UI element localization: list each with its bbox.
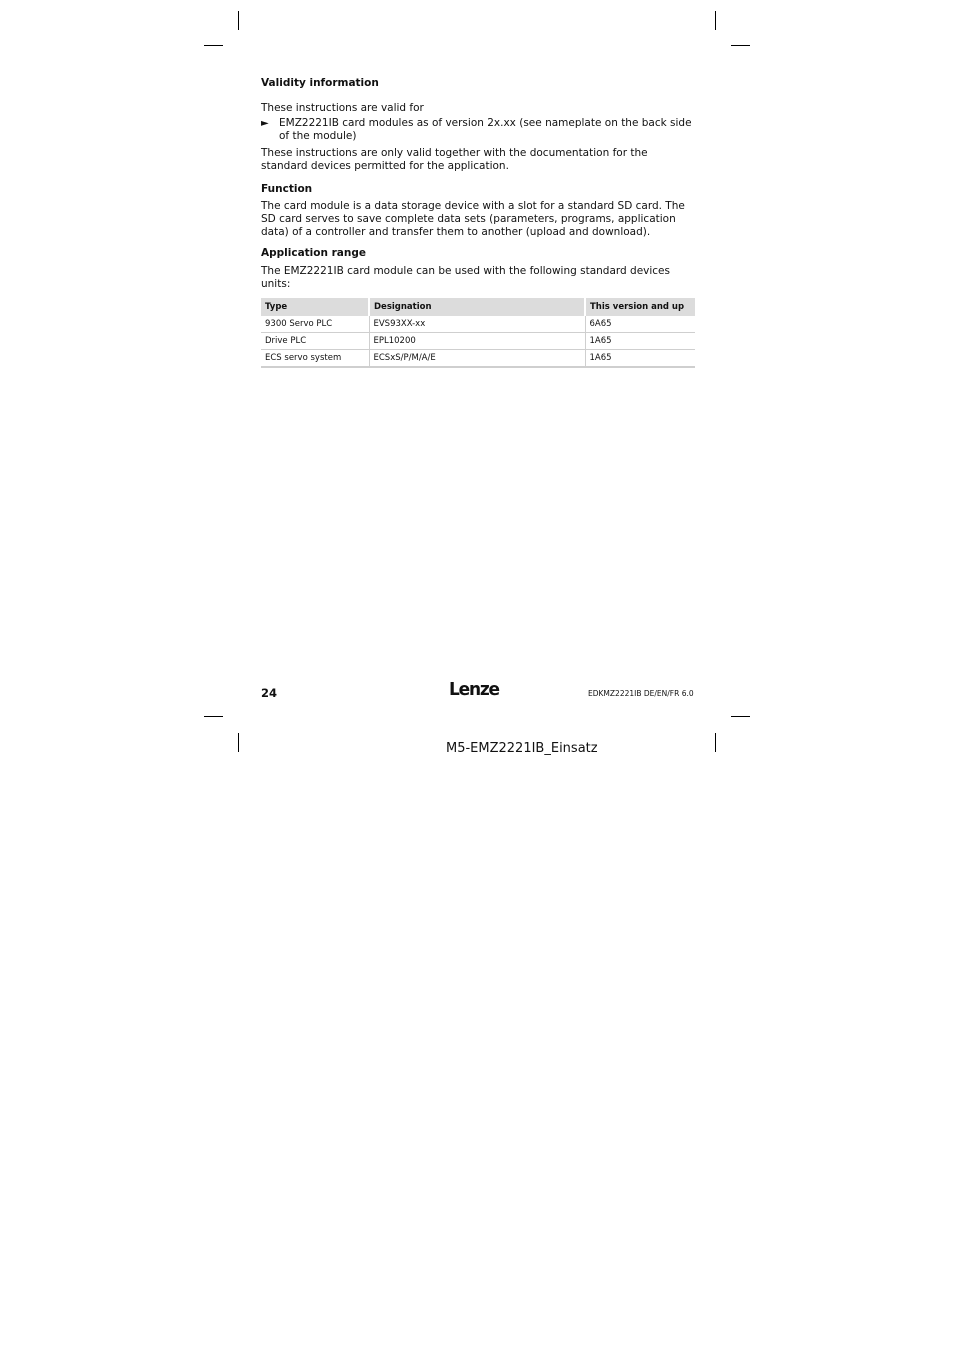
column-header: Designation <box>369 298 585 316</box>
column-header: This version and up <box>585 298 695 316</box>
function-heading: Function <box>261 183 313 195</box>
table-cell: Drive PLC <box>261 333 369 350</box>
table-cell: 1A65 <box>585 350 695 368</box>
table-header-row <box>261 298 695 316</box>
table-row <box>261 333 695 350</box>
list-item-text: EMZ2221IB card modules as of version 2x.xx (see nameplate on the back side of the module) <box>279 117 692 142</box>
crop-mark <box>731 45 750 46</box>
triangle-bullet-icon: ► <box>261 118 269 129</box>
table-cell: ECSxS/P/M/A/E <box>369 350 585 368</box>
function-text: The card module is a data storage device with a slot for a standard SD card. The SD card serves to save complete data sets (parameters, programs, application data) of a controller and transfer them to another (upload and download). <box>261 200 685 238</box>
file-name: M5-EMZ2221IB_Einsatz <box>446 741 598 756</box>
table-cell: 6A65 <box>585 316 695 333</box>
table-cell: 1A65 <box>585 333 695 350</box>
crop-mark <box>715 11 716 30</box>
page-number: 24 <box>261 686 278 700</box>
crop-mark <box>238 11 239 30</box>
page-content <box>261 76 695 368</box>
crop-mark <box>204 45 223 46</box>
list-item <box>261 117 695 143</box>
table-cell: EVS93XX-xx <box>369 316 585 333</box>
validity-intro: These instructions are valid for <box>261 102 424 114</box>
table-row <box>261 316 695 333</box>
compatibility-table <box>261 298 695 368</box>
application-text: The EMZ2221IB card module can be used with the following standard devices units: <box>261 265 670 290</box>
validity-note: These instructions are only valid together with the documentation for the standard devices permitted for the application. <box>261 147 648 172</box>
table-row <box>261 350 695 368</box>
column-header: Type <box>261 298 369 316</box>
validity-heading: Validity information <box>261 77 379 89</box>
crop-mark <box>731 716 750 717</box>
table-cell: ECS servo system <box>261 350 369 368</box>
application-heading: Application range <box>261 247 367 259</box>
document-reference: EDKMZ2221IB DE/EN/FR 6.0 <box>588 689 694 698</box>
crop-mark <box>715 733 716 752</box>
crop-mark <box>238 733 239 752</box>
table-cell: 9300 Servo PLC <box>261 316 369 333</box>
crop-mark <box>204 716 223 717</box>
lenze-logo: Lenze <box>449 679 499 701</box>
table-cell: EPL10200 <box>369 333 585 350</box>
